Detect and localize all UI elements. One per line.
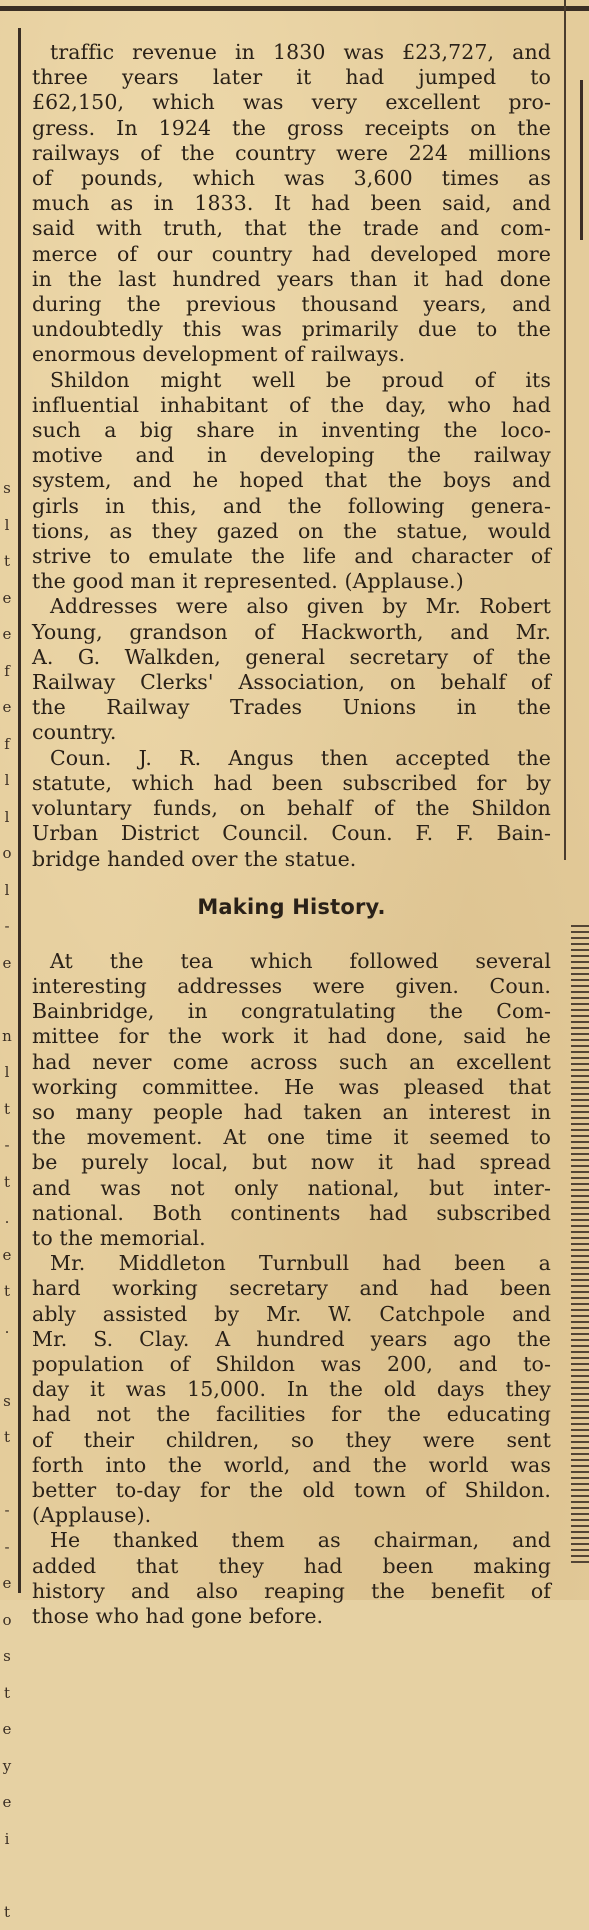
text-line: history and also reaping the benefit of [32,1579,551,1604]
margin-fragment: n [0,1018,14,1055]
paragraph [32,1528,551,1629]
text-line: forth into the world, and the world was [32,1453,551,1478]
text-line: day it was 15,000. In the old days they [32,1377,551,1402]
text-line: A. G. Walkden, general secretary of the [32,645,551,670]
text-line: had not the facilities for the educating [32,1402,551,1427]
margin-fragment: l [0,1054,14,1091]
margin-fragment: e [0,945,14,982]
margin-fragment: s [0,1638,14,1675]
subheading: Making History. [32,895,551,919]
margin-fragment: s [0,1383,14,1420]
paragraph [32,746,551,872]
text-line: £62,150, which was very excellent pro- [32,90,551,115]
margin-fragment: t [0,1894,14,1930]
text-line: of their children, so they were sent [32,1428,551,1453]
text-line: three years later it had jumped to [32,65,551,90]
text-line: in the last hundred years than it had done [32,267,551,292]
text-line: the movement. At one time it seemed to [32,1125,551,1150]
text-line: system, and he hoped that the boys and [32,468,551,493]
margin-fragment: t [0,1091,14,1128]
paragraph [32,1251,551,1528]
text-line: At the tea which followed several [32,949,551,974]
margin-fragment: e [0,580,14,617]
text-line: gress. In 1924 the gross receipts on the [32,116,551,141]
margin-fragment: t [0,1164,14,1201]
article-column [32,40,551,1629]
text-line: He thanked them as chairman, and [32,1528,551,1553]
paragraph [32,949,551,1251]
margin-fragment [0,1456,14,1493]
margin-fragment: - [0,908,14,945]
text-line: such a big share in inventing the loco- [32,418,551,443]
margin-fragment: l [0,872,14,909]
text-line: Addresses were also given by Mr. Robert [32,594,551,619]
text-line: national. Both continents had subscribed [32,1201,551,1226]
text-line: country. [32,720,551,745]
text-line: during the previous thousand years, and [32,292,551,317]
text-line: undoubtedly this was primarily due to the [32,317,551,342]
margin-fragment: . [0,1310,14,1347]
text-line: Bainbridge, in congratulating the Com- [32,999,551,1024]
margin-fragment: o [0,1602,14,1639]
margin-fragment: i [0,1821,14,1858]
text-line: and was not only national, but inter- [32,1176,551,1201]
text-line: Urban District Council. Coun. F. F. Bain- [32,821,551,846]
margin-fragment: e [0,689,14,726]
paragraph [32,594,551,745]
margin-fragment: f [0,653,14,690]
text-line: motive and in developing the railway [32,443,551,468]
article-body-after [32,949,551,1629]
text-line: those who had gone before. [32,1604,551,1629]
text-line: interesting addresses were given. Coun. [32,974,551,999]
margin-fragment: - [0,1492,14,1529]
text-line: better to-day for the old town of Shildon. [32,1478,551,1503]
text-line: be purely local, but now it had spread [32,1150,551,1175]
text-line: ably assisted by Mr. W. Catchpole and [32,1302,551,1327]
margin-fragment: t [0,543,14,580]
margin-fragment: l [0,507,14,544]
paragraph [32,368,551,595]
text-line: mittee for the work it had done, said he [32,1024,551,1049]
right-column-rule [564,0,566,860]
margin-fragment: t [0,1419,14,1456]
margin-fragment: t [0,1273,14,1310]
text-line: Mr. Middleton Turnbull had been a [32,1251,551,1276]
margin-fragment [0,1346,14,1383]
text-line: (Applause). [32,1503,551,1528]
left-column-rule [18,28,21,1593]
article-body-before [32,40,551,872]
text-line: Shildon might well be proud of its [32,368,551,393]
text-line: working committee. He was pleased that [32,1075,551,1100]
left-margin-fragments [0,470,14,1930]
text-line: Mr. S. Clay. A hundred years ago the [32,1327,551,1352]
margin-fragment [0,1857,14,1894]
text-line: Young, grandson of Hackworth, and Mr. [32,620,551,645]
text-line: strive to emulate the life and character of [32,544,551,569]
margin-fragment: e [0,616,14,653]
margin-fragment: e [0,1565,14,1602]
margin-fragment: l [0,762,14,799]
margin-fragment: e [0,1711,14,1748]
text-line: added that they had been making [32,1554,551,1579]
text-line: much as in 1833. It had been said, and [32,191,551,216]
margin-fragment: e [0,1237,14,1274]
margin-fragment: t [0,1675,14,1712]
text-line: Railway Clerks' Association, on behalf of [32,670,551,695]
text-line: hard working secretary and had been [32,1276,551,1301]
text-line: voluntary funds, on behalf of the Shildon [32,796,551,821]
text-line: the Railway Trades Unions in the [32,695,551,720]
margin-fragment: f [0,726,14,763]
text-line: had never come across such an excellent [32,1050,551,1075]
text-line: to the memorial. [32,1226,551,1251]
text-line: statute, which had been subscribed for by [32,771,551,796]
paragraph [32,40,551,368]
right-column-hatching [571,925,589,1565]
text-line: the good man it represented. (Applause.) [32,569,551,594]
margin-fragment: l [0,799,14,836]
margin-fragment [0,981,14,1018]
text-line: merce of our country had developed more [32,242,551,267]
margin-fragment: - [0,1529,14,1566]
text-line: said with truth, that the trade and com- [32,216,551,241]
text-line: so many people had taken an interest in [32,1100,551,1125]
text-line: bridge handed over the statue. [32,847,551,872]
margin-fragment: y [0,1748,14,1785]
text-line: girls in this, and the following genera- [32,494,551,519]
margin-fragment: s [0,470,14,507]
right-edge-fragment [580,80,589,240]
text-line: railways of the country were 224 millions [32,141,551,166]
margin-fragment: . [0,1200,14,1237]
text-line: traffic revenue in 1830 was £23,727, and [32,40,551,65]
margin-fragment: o [0,835,14,872]
text-line: enormous development of railways. [32,342,551,367]
margin-fragment: - [0,1127,14,1164]
margin-fragment: e [0,1784,14,1821]
text-line: influential inhabitant of the day, who had [32,393,551,418]
text-line: Coun. J. R. Angus then accepted the [32,746,551,771]
text-line: tions, as they gazed on the statue, would [32,519,551,544]
text-line: population of Shildon was 200, and to- [32,1352,551,1377]
text-line: of pounds, which was 3,600 times as [32,166,551,191]
top-column-rule [0,6,589,11]
